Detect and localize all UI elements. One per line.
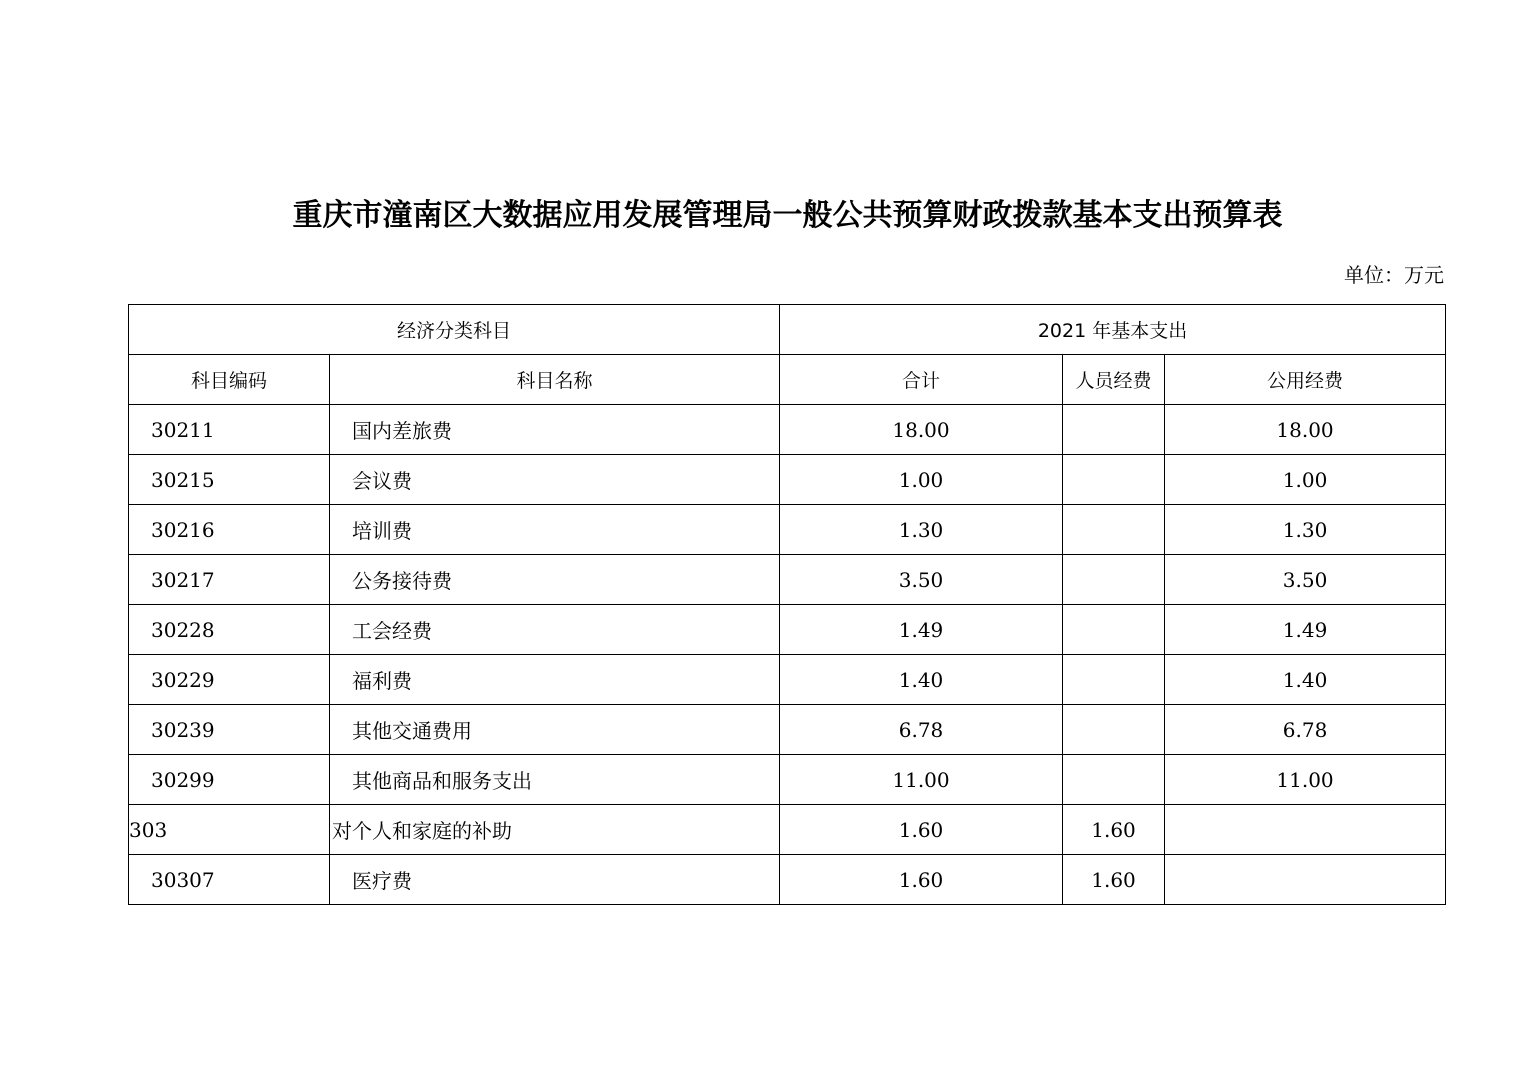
cell-personnel: 1.60: [1063, 855, 1165, 905]
cell-code: 30217: [129, 555, 330, 605]
cell-code: 30215: [129, 455, 330, 505]
table-row: [129, 605, 1446, 655]
cell-public: [1165, 805, 1446, 855]
cell-code: 30239: [129, 705, 330, 755]
cell-public: 18.00: [1165, 405, 1446, 455]
table-row: [129, 555, 1446, 605]
unit-label: 单位：万元: [1344, 263, 1444, 287]
table-row: [129, 805, 1446, 855]
economic-category-header: 经济分类科目: [129, 305, 780, 355]
cell-name: 国内差旅费: [330, 405, 780, 455]
table-row: [129, 855, 1446, 905]
cell-code: 30228: [129, 605, 330, 655]
cell-public: 3.50: [1165, 555, 1446, 605]
cell-personnel: 1.60: [1063, 805, 1165, 855]
cell-personnel: [1063, 605, 1165, 655]
cell-name: 培训费: [330, 505, 780, 555]
cell-public: 1.00: [1165, 455, 1446, 505]
cell-code: 30299: [129, 755, 330, 805]
table-row: [129, 405, 1446, 455]
cell-code: 30211: [129, 405, 330, 455]
column-header-personnel: 人员经费: [1063, 355, 1165, 405]
cell-total: 1.60: [780, 855, 1063, 905]
cell-total: 11.00: [780, 755, 1063, 805]
cell-code: 30307: [129, 855, 330, 905]
cell-name: 工会经费: [330, 605, 780, 655]
cell-total: 18.00: [780, 405, 1063, 455]
cell-personnel: [1063, 455, 1165, 505]
cell-name: 其他商品和服务支出: [330, 755, 780, 805]
cell-public: [1165, 855, 1446, 905]
cell-personnel: [1063, 555, 1165, 605]
cell-name: 其他交通费用: [330, 705, 780, 755]
column-header-row: [129, 355, 1446, 405]
column-header-code: 科目编码: [129, 355, 330, 405]
cell-personnel: [1063, 705, 1165, 755]
table-row: [129, 655, 1446, 705]
cell-code: 30229: [129, 655, 330, 705]
document-title: 重庆市潼南区大数据应用发展管理局一般公共预算财政拨款基本支出预算表: [292, 198, 1283, 233]
cell-total: 1.40: [780, 655, 1063, 705]
cell-public: 6.78: [1165, 705, 1446, 755]
cell-name: 医疗费: [330, 855, 780, 905]
table-row: [129, 505, 1446, 555]
budget-table: [128, 304, 1446, 905]
cell-name: 公务接待费: [330, 555, 780, 605]
table-row: [129, 455, 1446, 505]
cell-personnel: [1063, 505, 1165, 555]
cell-total: 1.49: [780, 605, 1063, 655]
cell-personnel: [1063, 755, 1165, 805]
cell-total: 1.30: [780, 505, 1063, 555]
cell-total: 1.00: [780, 455, 1063, 505]
group-header-row: [129, 305, 1446, 355]
cell-personnel: [1063, 655, 1165, 705]
cell-public: 1.49: [1165, 605, 1446, 655]
cell-total: 6.78: [780, 705, 1063, 755]
cell-public: 1.30: [1165, 505, 1446, 555]
column-header-total: 合计: [780, 355, 1063, 405]
cell-public: 11.00: [1165, 755, 1446, 805]
column-header-public: 公用经费: [1165, 355, 1446, 405]
cell-total: 1.60: [780, 805, 1063, 855]
cell-total: 3.50: [780, 555, 1063, 605]
cell-code: 30216: [129, 505, 330, 555]
cell-name: 对个人和家庭的补助: [330, 805, 780, 855]
cell-code: 303: [129, 805, 330, 855]
table-row: [129, 755, 1446, 805]
cell-name: 会议费: [330, 455, 780, 505]
cell-public: 1.40: [1165, 655, 1446, 705]
cell-personnel: [1063, 405, 1165, 455]
cell-name: 福利费: [330, 655, 780, 705]
basic-expenditure-header: 2021 年基本支出: [780, 305, 1446, 355]
column-header-name: 科目名称: [330, 355, 780, 405]
table-row: [129, 705, 1446, 755]
